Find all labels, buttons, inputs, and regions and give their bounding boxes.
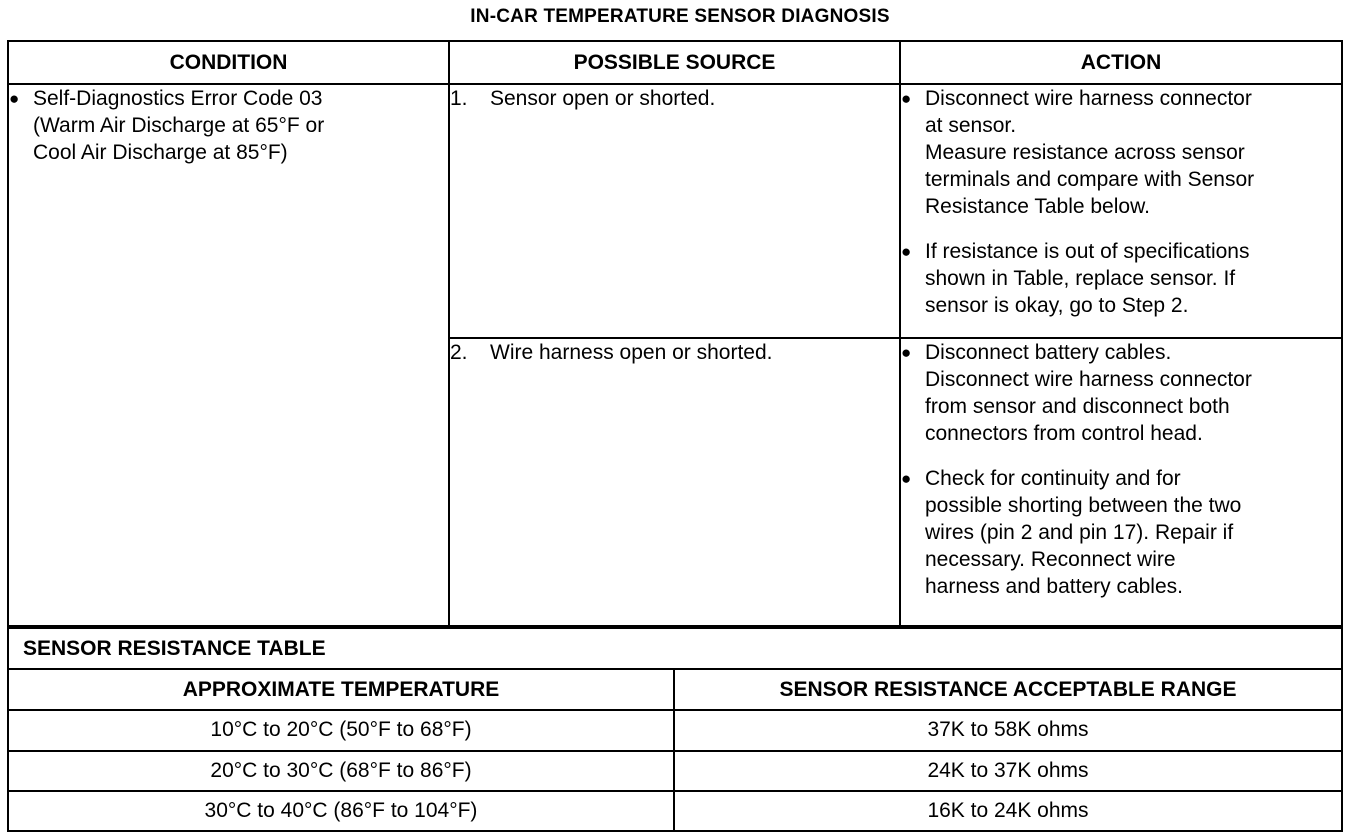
diagnosis-table	[7, 40, 1343, 627]
resistance-header-row	[8, 669, 1342, 710]
condition-line: Self-Diagnostics Error Code 03	[33, 87, 323, 110]
diagnosis-row-1	[8, 84, 1342, 338]
range-header: SENSOR RESISTANCE ACCEPTABLE RANGE	[674, 669, 1342, 710]
bullet-icon: ●	[901, 469, 912, 488]
source-text: Wire harness open or shorted.	[490, 341, 773, 364]
source-item	[450, 339, 899, 366]
action-line: Measure resistance across sensor	[925, 141, 1245, 164]
table-row	[8, 751, 1342, 791]
bullet-icon: ●	[901, 89, 912, 108]
action-line: Disconnect wire harness connector	[925, 368, 1252, 391]
source-number: 2.	[450, 341, 468, 364]
action-line: terminals and compare with Sensor	[925, 168, 1255, 191]
condition-header: CONDITION	[8, 41, 449, 84]
resistance-table-title-row	[8, 628, 1342, 669]
bullet-icon: ●	[9, 89, 20, 108]
action-line: If resistance is out of specifications	[925, 240, 1250, 263]
temperature-header: APPROXIMATE TEMPERATURE	[8, 669, 674, 710]
table-row	[8, 710, 1342, 750]
action-cell-2	[900, 338, 1342, 626]
source-item	[450, 85, 899, 112]
action-cell-1	[900, 84, 1342, 338]
condition-line: (Warm Air Discharge at 65°F or	[33, 114, 325, 137]
action-line: connectors from control head.	[925, 422, 1203, 445]
action-line: Check for continuity and for	[925, 467, 1181, 490]
condition-line: Cool Air Discharge at 85°F)	[33, 141, 288, 164]
action-item	[901, 85, 1341, 220]
source-number: 1.	[450, 87, 468, 110]
condition-cell	[8, 84, 449, 626]
sensor-resistance-table	[7, 627, 1343, 832]
range-cell: 24K to 37K ohms	[674, 751, 1342, 791]
action-line: wires (pin 2 and pin 17). Repair if	[925, 521, 1234, 544]
source-cell-2	[449, 338, 900, 626]
condition-item	[9, 85, 448, 166]
action-line: shown in Table, replace sensor. If	[925, 267, 1236, 290]
range-cell: 16K to 24K ohms	[674, 791, 1342, 831]
action-line: Disconnect wire harness connector	[925, 87, 1252, 110]
action-line: sensor is okay, go to Step 2.	[925, 294, 1189, 317]
source-cell-1	[449, 84, 900, 338]
page-title: IN-CAR TEMPERATURE SENSOR DIAGNOSIS	[470, 6, 890, 27]
action-line: Disconnect battery cables.	[925, 341, 1172, 364]
action-item	[901, 339, 1341, 447]
temperature-cell: 10°C to 20°C (50°F to 68°F)	[8, 710, 674, 750]
resistance-table-title: SENSOR RESISTANCE TABLE	[8, 628, 1342, 669]
action-header: ACTION	[900, 41, 1342, 84]
possible-source-header: POSSIBLE SOURCE	[449, 41, 900, 84]
temperature-cell: 30°C to 40°C (86°F to 104°F)	[8, 791, 674, 831]
action-line: necessary. Reconnect wire	[925, 548, 1176, 571]
action-line: at sensor.	[925, 114, 1017, 137]
temperature-cell: 20°C to 30°C (68°F to 86°F)	[8, 751, 674, 791]
action-line: Resistance Table below.	[925, 195, 1150, 218]
bullet-icon: ●	[901, 343, 912, 362]
action-line: possible shorting between the two	[925, 494, 1242, 517]
source-text: Sensor open or shorted.	[490, 87, 716, 110]
diagnosis-header-row	[8, 41, 1342, 84]
action-item	[901, 465, 1341, 600]
table-row	[8, 791, 1342, 831]
action-item	[901, 238, 1341, 319]
bullet-icon: ●	[901, 242, 912, 261]
action-line: from sensor and disconnect both	[925, 395, 1230, 418]
action-line: harness and battery cables.	[925, 575, 1183, 598]
range-cell: 37K to 58K ohms	[674, 710, 1342, 750]
